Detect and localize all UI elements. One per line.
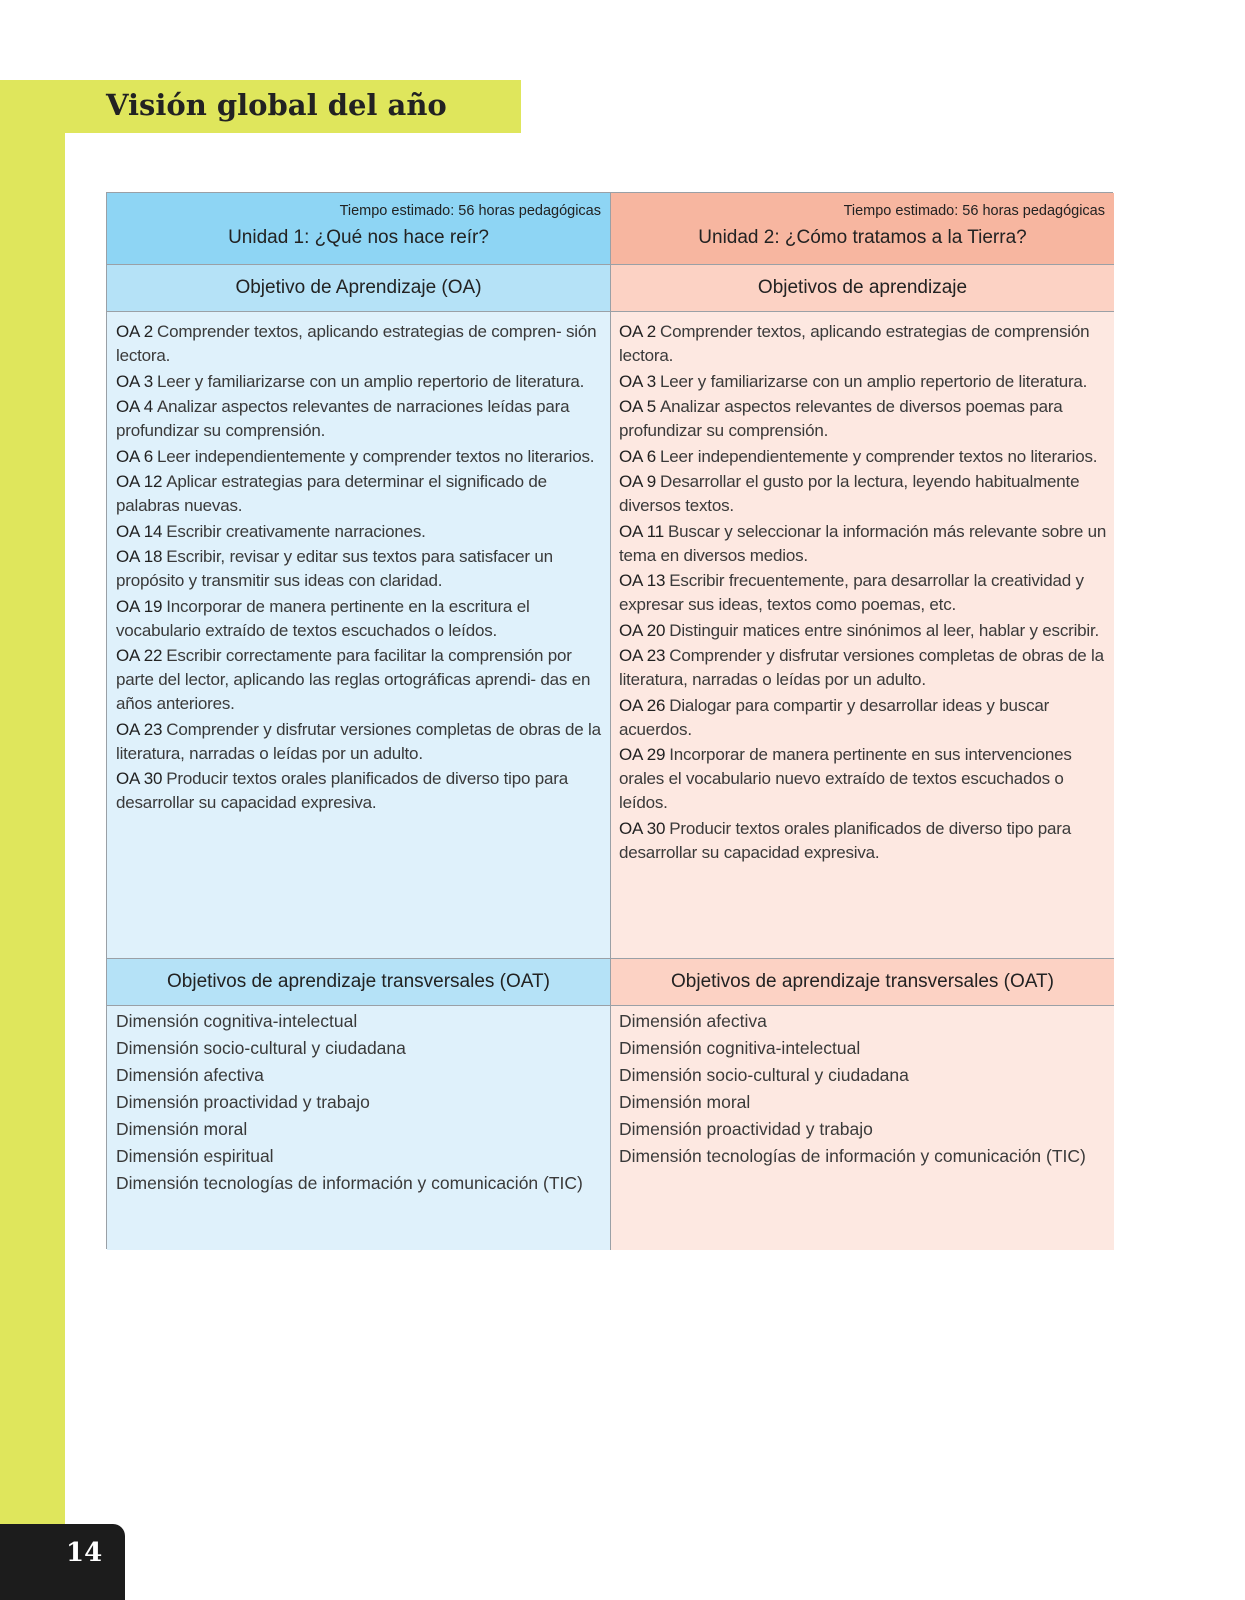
objective-code: OA 6 [619,446,657,466]
unit-1-objective-list [116,320,602,815]
objective-code: OA 4 [116,397,154,416]
objective-item [116,718,602,766]
unit-2-oat-header: Objetivos de aprendizaje transversales (OAT) [611,959,1114,1006]
objective-code: OA 14 [116,521,163,541]
objective-item [116,767,602,815]
page-title: Visión global del año [106,88,447,122]
objective-text: Comprender textos, aplicando estrategias de compren- sión lectora. [116,322,597,365]
objective-text: Analizar aspectos relevantes de diversos poemas para profundizar su comprensión. [619,397,1063,440]
page-number-tab [0,1524,125,1600]
side-accent-band [0,80,65,1600]
unit-1-dimension-list [116,1008,602,1197]
objective-item [619,644,1108,692]
dimension-item: Dimensión socio-cultural y ciudadana [619,1065,909,1085]
objective-text: Distinguir matices entre sinónimos al leer, hablar y escribir. [669,620,1100,640]
objective-code: OA 19 [116,596,163,616]
objective-item [619,320,1108,368]
objective-code: OA 30 [116,769,163,788]
objective-code: OA 6 [116,446,154,466]
dimension-item: Dimensión afectiva [116,1065,264,1085]
unit-1-title: Unidad 1: ¿Qué nos hace reír? [228,227,489,248]
objective-item [619,619,1108,643]
objective-text: Analizar aspectos relevantes de narraciones leídas para profundizar su comprensión. [116,397,570,440]
objective-text: Leer independientemente y comprender textos no literarios. [157,446,595,466]
objective-code: OA 9 [619,472,657,491]
objective-text: Comprender textos, aplicando estrategias de comprensión lectora. [619,322,1090,365]
objective-code: OA 29 [619,745,666,764]
objective-code: OA 11 [619,521,664,541]
objective-text: Producir textos orales planificados de diverso tipo para desarrollar su capacidad expresiva. [116,769,569,812]
unit-2-objective-list [619,320,1108,865]
unit-2-time: Tiempo estimado: 56 horas pedagógicas [843,203,1105,219]
objective-text: Leer y familiarizarse con un amplio repertorio de literatura. [660,371,1088,391]
objective-code: OA 23 [619,646,666,665]
objective-text: Dialogar para compartir y desarrollar ideas y buscar acuerdos. [619,695,1050,739]
dimension-item: Dimensión moral [619,1092,751,1112]
objective-text: Leer independientemente y comprender textos no literarios. [660,446,1098,466]
objective-code: OA 2 [116,322,154,341]
objective-item [619,520,1108,568]
unit-2-title: Unidad 2: ¿Cómo tratamos a la Tierra? [698,227,1027,248]
dimension-item: Dimensión proactividad y trabajo [116,1092,370,1112]
objective-text: Escribir frecuentemente, para desarrollar la creatividad y expresar sus ideas, textos como poemas, etc. [619,571,1084,614]
objective-item [116,395,602,443]
objective-item [619,470,1108,518]
objective-code: OA 12 [116,472,163,491]
objective-item [116,595,602,643]
unit-2-objectives [611,312,1114,959]
objective-text: Comprender y disfrutar versiones completas de obras de la literatura, narradas o leídas por un adulto. [116,719,601,763]
objective-item [619,445,1108,469]
objective-item [116,470,602,518]
objective-item [116,370,602,394]
objective-item [619,694,1108,742]
unit-1-time: Tiempo estimado: 56 horas pedagógicas [339,203,601,219]
objective-code: OA 2 [619,322,657,341]
objective-code: OA 26 [619,695,666,715]
objective-code: OA 23 [116,719,163,739]
objective-text: Leer y familiarizarse con un amplio repertorio de literatura. [157,371,585,391]
unit-2-dimensions [611,1006,1114,1250]
objective-text: Incorporar de manera pertinente en sus intervenciones orales el vocabulario nuevo extraído de textos escuchados o leídos. [619,745,1072,812]
objective-code: OA 18 [116,547,163,566]
dimension-item: Dimensión cognitiva-intelectual [619,1038,861,1058]
dimension-item: Dimensión afectiva [619,1011,767,1031]
objective-item [116,644,602,716]
objective-code: OA 30 [619,818,666,838]
objective-text: Producir textos orales planificados de diverso tipo para desarrollar su capacidad expresiva. [619,818,1072,862]
dimension-item: Dimensión cognitiva-intelectual [116,1011,358,1031]
objective-item [619,569,1108,617]
objective-text: Aplicar estrategias para determinar el significado de palabras nuevas. [116,472,547,515]
objective-code: OA 13 [619,571,666,590]
objective-item [116,320,602,368]
objective-item [619,370,1108,394]
page-number: 14 [66,1538,103,1568]
dimension-item: Dimensión socio-cultural y ciudadana [116,1038,406,1058]
unit-1-oat-header: Objetivos de aprendizaje transversales (OAT) [107,959,611,1006]
unit-1-dimensions [107,1006,611,1250]
unit-1-objectives [107,312,611,959]
objective-text: Escribir creativamente narraciones. [166,521,426,541]
dimension-item: Dimensión moral [116,1119,248,1139]
objective-code: OA 3 [619,371,657,391]
unit-2-oa-header: Objetivos de aprendizaje [611,265,1114,312]
dimension-item: Dimensión tecnologías de información y comunicación (TIC) [619,1146,1086,1166]
objective-item [619,743,1108,815]
objective-code: OA 22 [116,646,163,665]
objective-code: OA 5 [619,397,657,416]
objective-text: Escribir correctamente para facilitar la comprensión por parte del lector, aplicando las reglas ortográficas aprendi- das en años anteriores. [116,646,591,713]
unit-2-header [611,193,1114,265]
dimension-item: Dimensión tecnologías de información y comunicación (TIC) [116,1173,583,1193]
objective-text: Incorporar de manera pertinente en la escritura el vocabulario extraído de textos escuchados o leídos. [116,596,530,640]
objective-code: OA 3 [116,371,154,391]
objective-text: Desarrollar el gusto por la lectura, leyendo habitualmente diversos textos. [619,472,1080,515]
objective-text: Comprender y disfrutar versiones completas de obras de la literatura, narradas o leídas por un adulto. [619,646,1104,689]
objective-text: Buscar y seleccionar la información más relevante sobre un tema en diversos medios. [619,521,1107,565]
objective-item [116,520,602,544]
objective-item [116,545,602,593]
dimension-item: Dimensión proactividad y trabajo [619,1119,873,1139]
objective-item [116,445,602,469]
year-overview-table [106,192,1113,1249]
unit-2-dimension-list [619,1008,1108,1170]
unit-1-oa-header: Objetivo de Aprendizaje (OA) [107,265,611,312]
dimension-item: Dimensión espiritual [116,1146,274,1166]
unit-1-header [107,193,611,265]
objective-text: Escribir, revisar y editar sus textos para satisfacer un propósito y transmitir sus ideas con claridad. [116,547,553,590]
objective-code: OA 20 [619,620,666,640]
objective-item [619,817,1108,865]
objective-item [619,395,1108,443]
